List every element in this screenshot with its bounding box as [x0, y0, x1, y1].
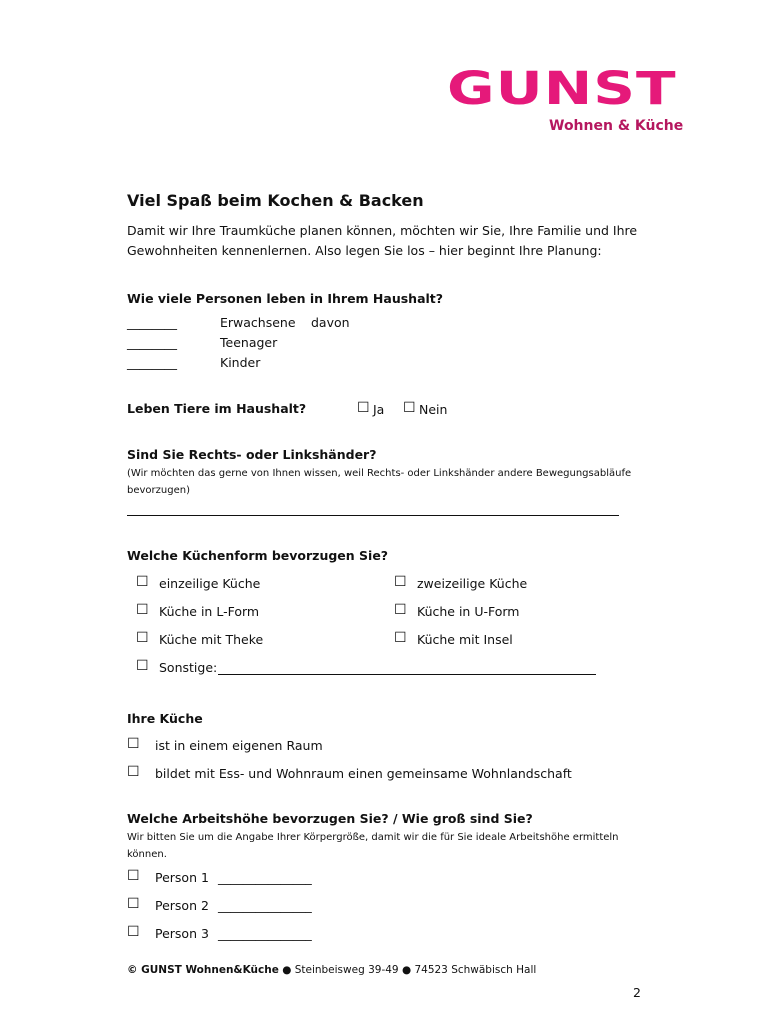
- page-number: 2: [633, 985, 641, 1000]
- intro-line-1: Damit wir Ihre Traumküche planen können, möchten wir Sie, Ihre Familie und Ihre: [127, 223, 638, 238]
- room-opt2-label: bildet mit Ess- und Wohnraum einen gemeinsame Wohnlandschaft: [155, 766, 572, 781]
- footer-company: © GUNST Wohnen&Küche: [127, 964, 279, 976]
- form-opt2-label: zweizeilige Küche: [417, 576, 528, 591]
- footer-bullet-1: ●: [282, 964, 292, 976]
- footer-address: [127, 964, 536, 976]
- brand-tagline: Wohnen & Küche: [549, 118, 684, 134]
- household-question: Wie viele Personen leben in Ihrem Haushalt?: [127, 291, 444, 306]
- form-opt5-label: Küche mit Theke: [159, 632, 264, 647]
- form-opt6-checkbox[interactable]: ☐: [394, 630, 407, 646]
- form-opt1-checkbox[interactable]: ☐: [136, 574, 149, 590]
- person1-checkbox[interactable]: ☐: [127, 868, 140, 884]
- room-opt1-checkbox[interactable]: ☐: [127, 736, 140, 752]
- form-opt1-label: einzeilige Küche: [159, 576, 261, 591]
- form-opt4-checkbox[interactable]: ☐: [394, 602, 407, 618]
- form-opt2-checkbox[interactable]: ☐: [394, 574, 407, 590]
- form-opt3-label: Küche in L-Form: [159, 604, 260, 619]
- page-title: Viel Spaß beim Kochen & Backen: [127, 191, 424, 210]
- handed-question: Sind Sie Rechts- oder Linkshänder?: [127, 447, 377, 462]
- room-opt1-label: ist in einem eigenen Raum: [155, 738, 323, 753]
- kids-label: Kinder: [220, 355, 261, 370]
- pets-yes-label: Ja: [373, 402, 385, 417]
- person2-label: Person 2: [155, 898, 209, 913]
- footer-bullet-2: ●: [401, 964, 412, 976]
- form-other-answer-line[interactable]: [218, 674, 596, 675]
- davon-label: davon: [311, 315, 350, 330]
- adults-blank[interactable]: ________: [127, 315, 177, 330]
- room-opt2-checkbox[interactable]: ☐: [127, 764, 140, 780]
- handed-note-1: (Wir möchten das gerne von Ihnen wissen, weil Rechts- oder Linkshänder andere Bewegungsabläufe: [127, 468, 632, 479]
- person1-blank[interactable]: _______________: [218, 870, 312, 885]
- work-height-note-1: Wir bitten Sie um die Angabe Ihrer Körpergröße, damit wir die für Sie ideale Arbeitshöhe ermitteln: [127, 832, 619, 843]
- teens-label: Teenager: [220, 335, 278, 350]
- pets-no-label: Nein: [419, 402, 448, 417]
- person2-blank[interactable]: _______________: [218, 898, 312, 913]
- person1-label: Person 1: [155, 870, 209, 885]
- footer-city: 74523 Schwäbisch Hall: [414, 964, 537, 976]
- intro-line-2: Gewohnheiten kennenlernen. Also legen Sie los – hier beginnt Ihre Planung:: [127, 243, 602, 258]
- form-opt4-label: Küche in U-Form: [417, 604, 520, 619]
- footer-street: Steinbeisweg 39-49: [294, 964, 399, 976]
- form-opt5-checkbox[interactable]: ☐: [136, 630, 149, 646]
- person2-checkbox[interactable]: ☐: [127, 896, 140, 912]
- handed-note-2: bevorzugen): [127, 485, 190, 496]
- pets-no-checkbox[interactable]: ☐: [403, 400, 416, 416]
- teens-blank[interactable]: ________: [127, 335, 177, 350]
- brand-logo: GUNST: [447, 62, 677, 116]
- work-height-note-2: können.: [127, 849, 167, 860]
- kids-blank[interactable]: ________: [127, 355, 177, 370]
- form-opt6-label: Küche mit Insel: [417, 632, 513, 647]
- form-other-checkbox[interactable]: ☐: [136, 658, 149, 674]
- kitchen-form-question: Welche Küchenform bevorzugen Sie?: [127, 548, 389, 563]
- handed-answer-line[interactable]: [127, 515, 619, 516]
- work-height-question: Welche Arbeitshöhe bevorzugen Sie? / Wie groß sind Sie?: [127, 811, 533, 826]
- pets-question: Leben Tiere im Haushalt?: [127, 401, 307, 416]
- form-other-label: Sonstige:: [159, 660, 218, 675]
- person3-blank[interactable]: _______________: [218, 926, 312, 941]
- pets-yes-checkbox[interactable]: ☐: [357, 400, 370, 416]
- your-kitchen-title: Ihre Küche: [127, 711, 203, 726]
- adults-label: Erwachsene: [220, 315, 296, 330]
- form-opt3-checkbox[interactable]: ☐: [136, 602, 149, 618]
- person3-label: Person 3: [155, 926, 209, 941]
- person3-checkbox[interactable]: ☐: [127, 924, 140, 940]
